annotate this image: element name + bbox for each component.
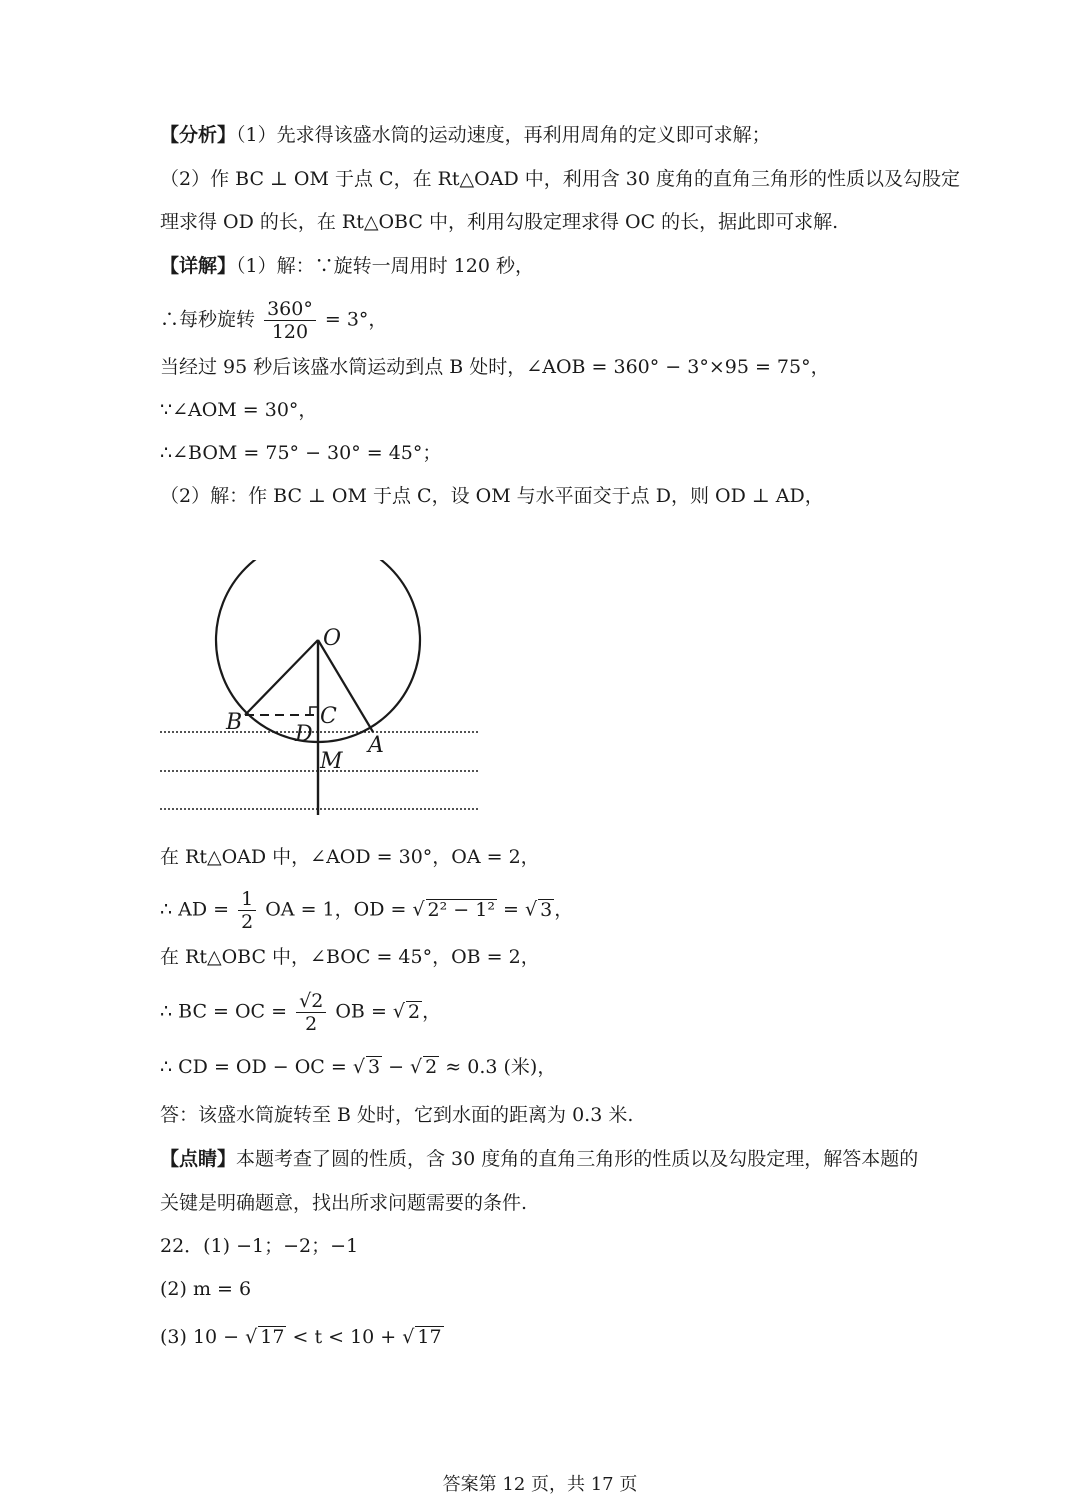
solution-line-2 (160, 888, 573, 933)
detail-tag: 【详解】 (160, 255, 237, 277)
label-A: A (368, 733, 384, 758)
minus-sign: − (388, 1056, 404, 1078)
solution-line-3: 在 Rt△OBC 中，∠BOC = 45°，OB = 2， (160, 946, 540, 968)
sqrt-radicand: 2² − 1² (427, 898, 495, 921)
punctuation: ， (554, 898, 574, 921)
comment-text-1: 本题考查了圆的性质，含 30 度角的直角三角形的性质以及勾股定理，解答本题的 (236, 1148, 919, 1170)
detail-line-2 (160, 298, 387, 343)
analysis-line-2: （2）作 BC ⊥ OM 于点 C，在 Rt△OAD 中，利用含 30 度角的直角三角形的性质以及勾股定 (160, 168, 960, 190)
waterwheel-diagram (150, 560, 490, 820)
fraction-numerator: 1 (238, 888, 256, 911)
solution-line-5-pre: ∴ CD = OD − OC = (160, 1056, 347, 1078)
line-OB (245, 640, 318, 715)
solution-line-5-end: ≈ 0.3 (米)， (445, 1056, 557, 1078)
fraction-denominator: 2 (305, 1013, 318, 1035)
label-O: O (323, 626, 342, 651)
sqrt-sign: √ (410, 1056, 423, 1078)
sqrt-sign: √ (392, 1000, 406, 1023)
sqrt-radicand: 17 (260, 1326, 285, 1348)
analysis-line-1 (160, 121, 771, 149)
fraction-numerator: √2 (296, 990, 326, 1013)
q22-line-3-mid: < t < 10 + (292, 1326, 397, 1348)
solution-line-2-mid: OA = 1，OD = (265, 898, 407, 921)
sqrt-sign: √ (402, 1326, 415, 1348)
detail-text-1: （1）解：∵旋转一周用时 120 秒， (236, 255, 534, 277)
detail-line-6: （2）解：作 BC ⊥ OM 于点 C，设 OM 与水平面交于点 D，则 OD ⊥ AD， (160, 485, 824, 507)
fraction-root2-over-2 (296, 990, 326, 1035)
sqrt-radicand: 17 (417, 1326, 442, 1348)
label-C: C (320, 704, 337, 729)
solution-line-4 (160, 990, 441, 1035)
sqrt-sign: √ (352, 1056, 365, 1078)
detail-line-5: ∴∠BOM = 75° − 30° = 45°； (160, 442, 442, 464)
punctuation: ， (422, 1000, 442, 1023)
fraction-denominator: 120 (271, 321, 309, 343)
q22-line-3-pre: (3) 10 − (160, 1326, 240, 1348)
detail-line-3: 当经过 95 秒后该盛水筒运动到点 B 处时，∠AOB = 360° − 3°×95 = 75°， (160, 356, 830, 378)
right-angle-mark (310, 707, 318, 715)
q22-line-1: 22．(1) −1；−2；−1 (160, 1235, 359, 1257)
detail-line-2-pre: ∴每秒旋转 (160, 308, 256, 331)
sqrt-radicand: 3 (540, 898, 553, 921)
sqrt-sign: √ (412, 898, 425, 921)
fraction-numerator: 360° (264, 298, 316, 321)
sqrt-radicand: 2 (408, 1000, 421, 1023)
solution-line-4-pre: ∴ BC = OC = (160, 1000, 288, 1023)
solution-line-1: 在 Rt△OAD 中，∠AOD = 30°，OA = 2， (160, 846, 540, 868)
label-B: B (226, 710, 243, 735)
q22-line-3 (160, 1323, 444, 1351)
sqrt-sign: √ (245, 1326, 258, 1348)
detail-line-4: ∵∠AOM = 30°， (160, 399, 318, 421)
comment-tag: 【点睛】 (160, 1148, 237, 1170)
solution-line-2-pre: ∴ AD = (160, 898, 230, 921)
equals-sign: = (503, 898, 519, 921)
page-footer: 答案第 12 页，共 17 页 (442, 1474, 638, 1495)
answer-line: 答：该盛水筒旋转至 B 处时，它到水面的距离为 0.3 米. (160, 1104, 634, 1126)
solution-line-4-mid: OB = (335, 1000, 387, 1023)
sqrt-radicand: 2 (425, 1056, 438, 1078)
detail-line-1 (160, 252, 534, 280)
detail-line-2-post: = 3°， (324, 308, 388, 331)
label-D: D (295, 722, 313, 747)
analysis-line-3: 理求得 OD 的长，在 Rt△OBC 中，利用勾股定理求得 OC 的长，据此即可求解. (160, 211, 839, 233)
analysis-tag: 【分析】 (160, 124, 237, 146)
comment-line-1 (160, 1145, 918, 1173)
q22-line-2: (2) m = 6 (160, 1278, 252, 1300)
solution-line-5 (160, 1053, 556, 1081)
fraction-denominator: 2 (241, 911, 254, 933)
analysis-text-1: （1）先求得该盛水筒的运动速度，再利用周角的定义即可求解； (236, 124, 771, 146)
sqrt-radicand: 3 (367, 1056, 381, 1078)
label-M: M (320, 749, 343, 774)
comment-line-2: 关键是明确题意，找出所求问题需要的条件. (160, 1192, 528, 1214)
fraction-360-over-120 (264, 298, 316, 343)
fraction-one-half (238, 888, 256, 933)
sqrt-sign: √ (524, 898, 538, 921)
